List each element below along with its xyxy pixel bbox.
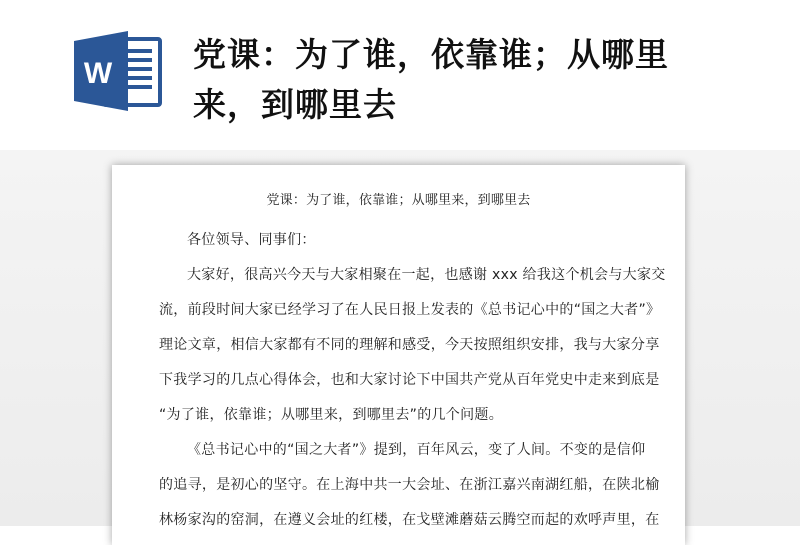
paragraph-line: “为了谁，依靠谁；从哪里来，到哪里去”的几个问题。	[159, 407, 504, 423]
paragraph-line: 流，前段时间大家已经学习了在人民日报上发表的《总书记心中的“国之大者”》	[159, 302, 661, 318]
title-line-1: 党课：为了谁，依靠谁；从哪里	[193, 35, 669, 74]
title-line-2: 来，到哪里去	[193, 85, 397, 124]
paragraph-line: 下我学习的几点心得体会，也和大家讨论下中国共产党从百年党史中走来到底是	[159, 372, 660, 388]
paragraph-line: 《总书记心中的“国之大者”》提到，百年风云，变了人间。不变的是信仰	[187, 442, 646, 458]
paragraph-line: 理论文章，相信大家都有不同的理解和感受，今天按照组织安排，我与大家分享	[159, 337, 660, 353]
page-title	[193, 30, 783, 130]
header	[0, 0, 800, 150]
salutation: 各位领导、同事们：	[187, 232, 316, 248]
paragraph-line: 的追寻，是初心的坚守。在上海中共一大会址、在浙江嘉兴南湖红船，在陕北榆	[159, 477, 660, 493]
document-title: 党课：为了谁，依靠谁；从哪里来，到哪里去	[266, 193, 531, 208]
paragraph-line: 林杨家沟的窑洞，在遵义会址的红楼，在戈壁滩蘑菇云腾空而起的欢呼声里，在	[159, 512, 660, 528]
paragraph-line: 大家好，很高兴今天与大家相聚在一起，也感谢 xxx 给我这个机会与大家交	[187, 267, 666, 283]
word-document-icon	[74, 31, 164, 111]
svg-text:W: W	[83, 57, 113, 90]
document-page	[112, 165, 685, 545]
